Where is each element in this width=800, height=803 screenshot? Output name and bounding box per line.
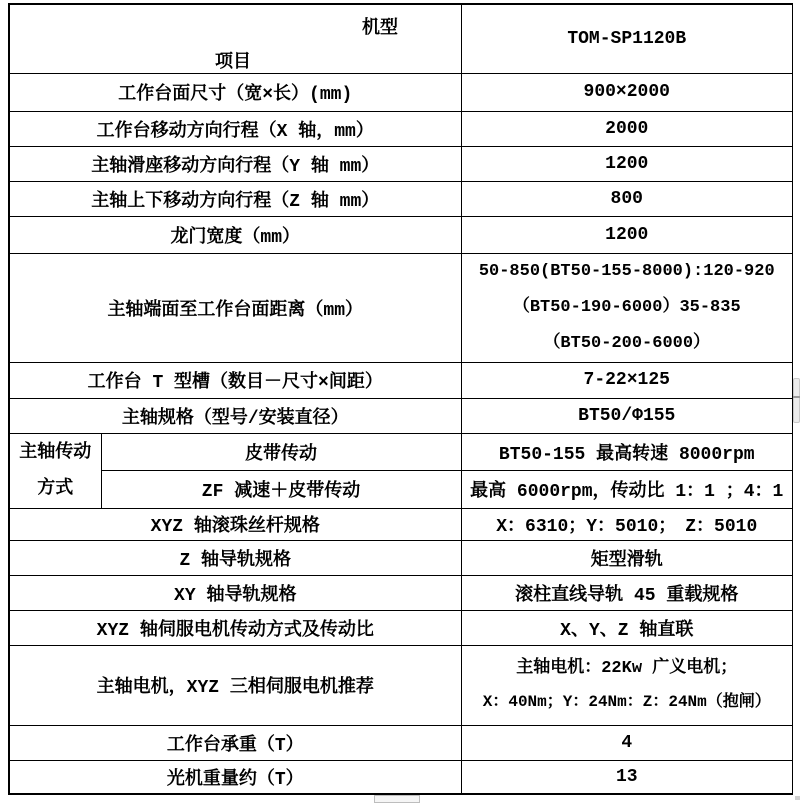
spec-value-cell: 7-22×125 — [461, 362, 793, 398]
table-header-row — [9, 4, 793, 73]
spec-label-cell: XY 轴导轨规格 — [9, 575, 461, 610]
spec-value-line: （BT50-190-6000）35-835 — [512, 297, 741, 317]
spec-value-cell: BT50/Φ155 — [461, 398, 793, 433]
table-row — [9, 398, 793, 433]
spec-label-cell: 光机重量约（T） — [9, 760, 461, 794]
table-row — [9, 73, 793, 111]
spec-value-cell: 滚柱直线导轨 45 重载规格 — [461, 575, 793, 610]
spec-label-cell: 皮带传动 — [101, 433, 461, 470]
table-row — [9, 540, 793, 575]
spec-value-cell: 2000 — [461, 111, 793, 146]
scrollbar-corner-fragment — [795, 796, 800, 800]
table-row — [9, 645, 793, 725]
spec-label-cell: ZF 减速＋皮带传动 — [101, 470, 461, 508]
spec-value-cell: BT50-155 最高转速 8000rpm — [461, 433, 793, 470]
scrollbar-thumb[interactable] — [793, 378, 800, 423]
spec-value-cell: X：6310；Y：5010； Z：5010 — [461, 508, 793, 540]
spec-label-cell: 工作台 T 型槽（数目－尺寸×间距） — [9, 362, 461, 398]
spec-label-cell: 主轴上下移动方向行程（Z 轴 mm） — [9, 181, 461, 216]
table-row — [9, 610, 793, 645]
spindle-drive-group-cell — [9, 433, 101, 508]
spec-value-cell — [461, 253, 793, 362]
spec-value-cell: 800 — [461, 181, 793, 216]
spec-label-cell: XYZ 轴伺服电机传动方式及传动比 — [9, 610, 461, 645]
header-machine-type-label: 机型 — [362, 19, 398, 39]
table-row — [9, 508, 793, 540]
spec-label-cell: XYZ 轴滚珠丝杆规格 — [9, 508, 461, 540]
spec-value-line: 主轴电机：22Kw 广义电机； — [516, 659, 738, 678]
partial-cell-fragment — [374, 795, 420, 803]
table-row — [9, 760, 793, 794]
machine-spec-table — [8, 3, 794, 795]
group-label-line: 方式 — [37, 478, 74, 499]
spec-label-cell: 工作台承重（T） — [9, 725, 461, 760]
spec-label-cell: 主轴电机，XYZ 三相伺服电机推荐 — [9, 645, 461, 725]
group-label-line: 主轴传动 — [19, 442, 92, 463]
table-row — [9, 181, 793, 216]
spec-value-cell: X、Y、Z 轴直联 — [461, 610, 793, 645]
scrollbar-track[interactable] — [793, 0, 800, 800]
spec-value-cell — [461, 645, 793, 725]
spec-label-cell: 工作台移动方向行程（X 轴，mm） — [9, 111, 461, 146]
table-row — [9, 725, 793, 760]
spec-value-cell: 1200 — [461, 216, 793, 253]
table-row — [9, 470, 793, 508]
spec-value-line: （BT50-200-6000） — [543, 333, 711, 353]
spec-value-cell: 4 — [461, 725, 793, 760]
table-row — [9, 216, 793, 253]
spec-label-cell: 工作台面尺寸（宽×长）(mm) — [9, 73, 461, 111]
spec-label-cell: Z 轴导轨规格 — [9, 540, 461, 575]
table-row — [9, 433, 793, 470]
table-row — [9, 146, 793, 181]
spec-value-cell: 最高 6000rpm，传动比 1：1 ；4：1 — [461, 470, 793, 508]
header-corner-cell — [9, 4, 461, 73]
table-row — [9, 362, 793, 398]
spec-label-cell: 主轴滑座移动方向行程（Y 轴 mm） — [9, 146, 461, 181]
spec-value-line: X：40Nm；Y：24Nm：Z：24Nm（抱闸） — [482, 693, 771, 711]
spec-value-cell: 13 — [461, 760, 793, 794]
spec-value-cell: 1200 — [461, 146, 793, 181]
table-row — [9, 253, 793, 362]
spec-label-cell: 主轴规格（型号/安装直径） — [9, 398, 461, 433]
scrollbar-thumb-line — [793, 396, 800, 398]
table-row — [9, 111, 793, 146]
header-item-label: 项目 — [215, 53, 251, 73]
spec-label-cell: 主轴端面至工作台面距离（mm） — [9, 253, 461, 362]
spec-value-line: 50-850(BT50-155-8000):120-920 — [478, 261, 775, 281]
spec-label-cell: 龙门宽度（mm） — [9, 216, 461, 253]
spec-value-cell: 900×2000 — [461, 73, 793, 111]
table-row — [9, 575, 793, 610]
spec-value-cell: 矩型滑轨 — [461, 540, 793, 575]
header-model-cell: TOM-SP1120B — [461, 4, 793, 73]
